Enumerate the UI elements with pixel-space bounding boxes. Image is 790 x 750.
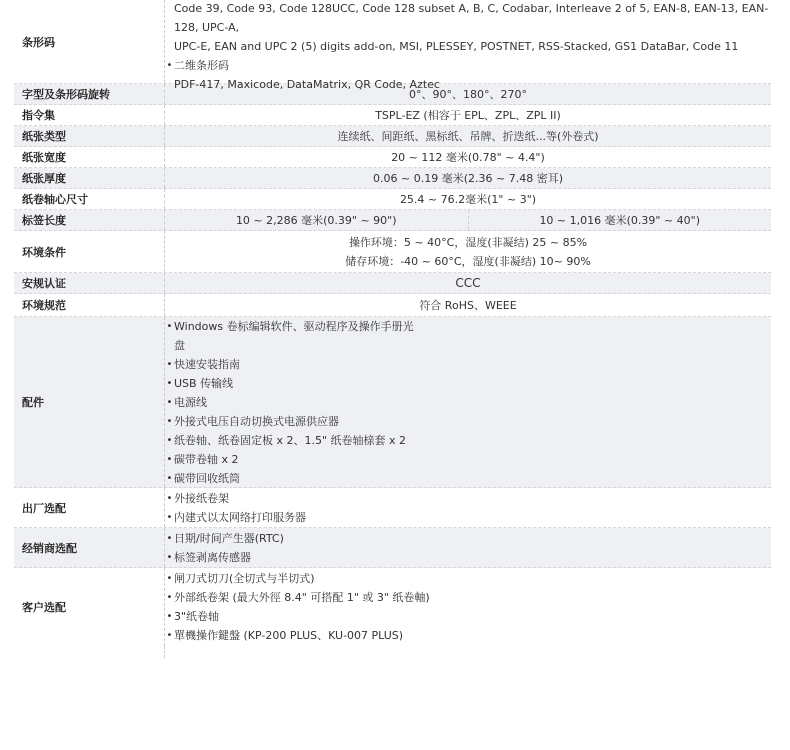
list-item xyxy=(165,469,771,488)
barcode-2d-title: 二维条形码 xyxy=(174,58,229,72)
list-item xyxy=(165,588,771,607)
bullet-icon: • xyxy=(166,611,173,622)
spec-row-media-width xyxy=(14,147,771,168)
list-item-text: 盘 xyxy=(174,338,185,352)
spec-row-user-options xyxy=(14,568,771,646)
row-label: 字型及条形码旋转 xyxy=(22,88,110,101)
row-value xyxy=(164,210,771,230)
env-operating: 操作环境：5 ~ 40°C，湿度(非凝结) 25 ~ 85% xyxy=(348,235,588,249)
spec-row-factory-options xyxy=(14,488,771,528)
row-value: 符合 RoHS、WEEE xyxy=(164,294,771,316)
row-label: 客户选配 xyxy=(22,601,66,614)
list-item xyxy=(165,412,771,431)
bullet-icon: • xyxy=(166,453,173,465)
spec-row-safety xyxy=(14,273,771,294)
row-label: 纸张宽度 xyxy=(22,151,66,164)
row-value: 20 ~ 112 毫米(0.78" ~ 4.4") xyxy=(164,147,771,167)
list-item xyxy=(165,431,771,450)
row-value xyxy=(164,568,771,646)
row-value xyxy=(164,488,771,527)
spec-row-dealer-options xyxy=(14,528,771,568)
list-item-text: USB 传输线 xyxy=(174,376,234,390)
list-item xyxy=(165,355,771,374)
list-item xyxy=(165,56,771,75)
spec-row-accessories xyxy=(14,317,771,488)
spec-row-core-size xyxy=(14,189,771,210)
row-label: 条形码 xyxy=(22,35,55,49)
list-item-text: 碳带卷轴 x 2 xyxy=(174,452,239,466)
row-value: TSPL-EZ (相容于 EPL、ZPL、ZPL II) xyxy=(164,105,771,125)
barcode-1d-group xyxy=(165,0,771,56)
label-length-left: 10 ~ 2,286 毫米(0.39" ~ 90") xyxy=(235,214,397,227)
row-value: 0.06 ~ 0.19 毫米(2.36 ~ 7.48 密耳) xyxy=(164,168,771,188)
row-value xyxy=(164,231,771,272)
bullet-icon: • xyxy=(166,415,173,427)
row-label: 配件 xyxy=(22,396,44,409)
row-label: 纸张厚度 xyxy=(22,172,66,185)
row-label: 出厂选配 xyxy=(22,501,66,515)
bullet-icon: • xyxy=(166,573,173,584)
row-label: 经销商选配 xyxy=(22,541,77,555)
spec-row-env-spec xyxy=(14,294,771,317)
list-item xyxy=(165,317,771,355)
list-item-text: 單機操作鍵盤 (KP-200 PLUS、KU-007 PLUS) xyxy=(174,629,404,642)
bullet-icon: • xyxy=(166,630,173,641)
row-value: 连续纸、间距纸、黑标纸、吊牌、折迭纸...等(外卷式) xyxy=(164,126,771,146)
spec-row-media-thickness xyxy=(14,168,771,189)
list-item-text: 外部纸卷架 (最大外徑 8.4" 可搭配 1" 或 3" 纸卷軸) xyxy=(174,591,430,604)
list-item-text: 外接式电压自动切换式电源供应器 xyxy=(174,414,339,428)
spec-row-command-set xyxy=(14,105,771,126)
bullet-icon: • xyxy=(166,320,173,332)
list-item-text: 外接纸卷架 xyxy=(174,491,229,505)
list-item-text: 碳带回收纸筒 xyxy=(174,471,240,485)
spec-row-label-length xyxy=(14,210,771,231)
list-item xyxy=(165,393,771,412)
list-item xyxy=(165,529,771,548)
row-value xyxy=(164,528,771,567)
env-storage: 储存环境：-40 ~ 60°C，湿度(非凝结) 10~ 90% xyxy=(345,254,591,268)
row-label: 标签长度 xyxy=(22,214,66,227)
row-value: 25.4 ~ 76.2毫米(1" ~ 3") xyxy=(164,189,771,209)
bullet-icon: • xyxy=(166,551,173,563)
label-length-right: 10 ~ 1,016 毫米(0.39" ~ 40") xyxy=(468,210,772,230)
list-item xyxy=(165,569,771,588)
list-item xyxy=(165,489,771,508)
bullet-icon: • xyxy=(166,434,173,446)
list-item-text: 快速安装指南 xyxy=(174,357,240,371)
barcode-2d-line: PDF-417, Maxicode, DataMatrix, QR Code, Aztec xyxy=(174,77,440,91)
bullet-icon: • xyxy=(166,532,173,544)
bullet-icon: • xyxy=(166,358,173,370)
list-item-text: 标签剥离传感器 xyxy=(174,550,251,564)
spec-row-barcode xyxy=(14,0,771,91)
bullet-icon: • xyxy=(166,511,173,523)
bullet-icon: • xyxy=(166,472,173,484)
list-item-text: 闸刀式切刀(全切式与半切式) xyxy=(174,572,315,585)
bullet-icon: • xyxy=(166,592,173,603)
bullet-icon: • xyxy=(166,59,173,71)
list-item-text: 内建式以太网络打印服务器 xyxy=(174,510,306,524)
row-label: 安规认证 xyxy=(22,277,66,290)
list-item-text: 电源线 xyxy=(174,395,207,409)
row-value xyxy=(164,317,771,487)
list-item xyxy=(165,548,771,567)
list-item xyxy=(165,508,771,527)
bullet-icon: • xyxy=(166,492,173,504)
list-item xyxy=(165,626,771,645)
spec-row-media-type xyxy=(14,126,771,147)
column-divider-tail xyxy=(164,646,771,658)
row-label: 纸卷轴心尺寸 xyxy=(22,193,88,206)
bullet-icon: • xyxy=(166,377,173,389)
row-value: 0°、90°、180°、270° xyxy=(164,84,771,104)
list-item-text: 3"纸卷轴 xyxy=(174,610,220,623)
barcode-1d-line: UPC-E, EAN and UPC 2 (5) digits add-on, MSI, PLESSEY, POSTNET, RSS-Stacked, GS1 DataBar, Code 11 xyxy=(174,39,739,53)
list-item xyxy=(165,450,771,469)
barcode-1d-line: Code 39, Code 93, Code 128UCC, Code 128 subset A, B, C, Codabar, Interleave 2 of 5, EAN-8, EAN-13, EAN-128, UPC-A, xyxy=(174,1,769,34)
row-label: 环境条件 xyxy=(22,245,66,259)
row-value: CCC xyxy=(164,273,771,293)
spec-table xyxy=(14,0,771,658)
bullet-icon: • xyxy=(166,396,173,408)
row-label: 环境规范 xyxy=(22,299,66,312)
row-label: 纸张类型 xyxy=(22,130,66,143)
list-item-text: 纸卷轴、纸卷固定板 x 2、1.5" 纸卷轴榇套 x 2 xyxy=(174,433,407,447)
list-item xyxy=(165,374,771,393)
row-value xyxy=(164,0,771,91)
spec-row-environment xyxy=(14,231,771,273)
list-item-text: Windows 卷标编辑软件、驱动程序及操作手册光 xyxy=(174,319,414,333)
row-label: 指令集 xyxy=(22,109,55,122)
list-item xyxy=(165,607,771,626)
spec-row-rotation xyxy=(14,84,771,105)
list-item-text: 日期/时间产生器(RTC) xyxy=(174,531,284,545)
